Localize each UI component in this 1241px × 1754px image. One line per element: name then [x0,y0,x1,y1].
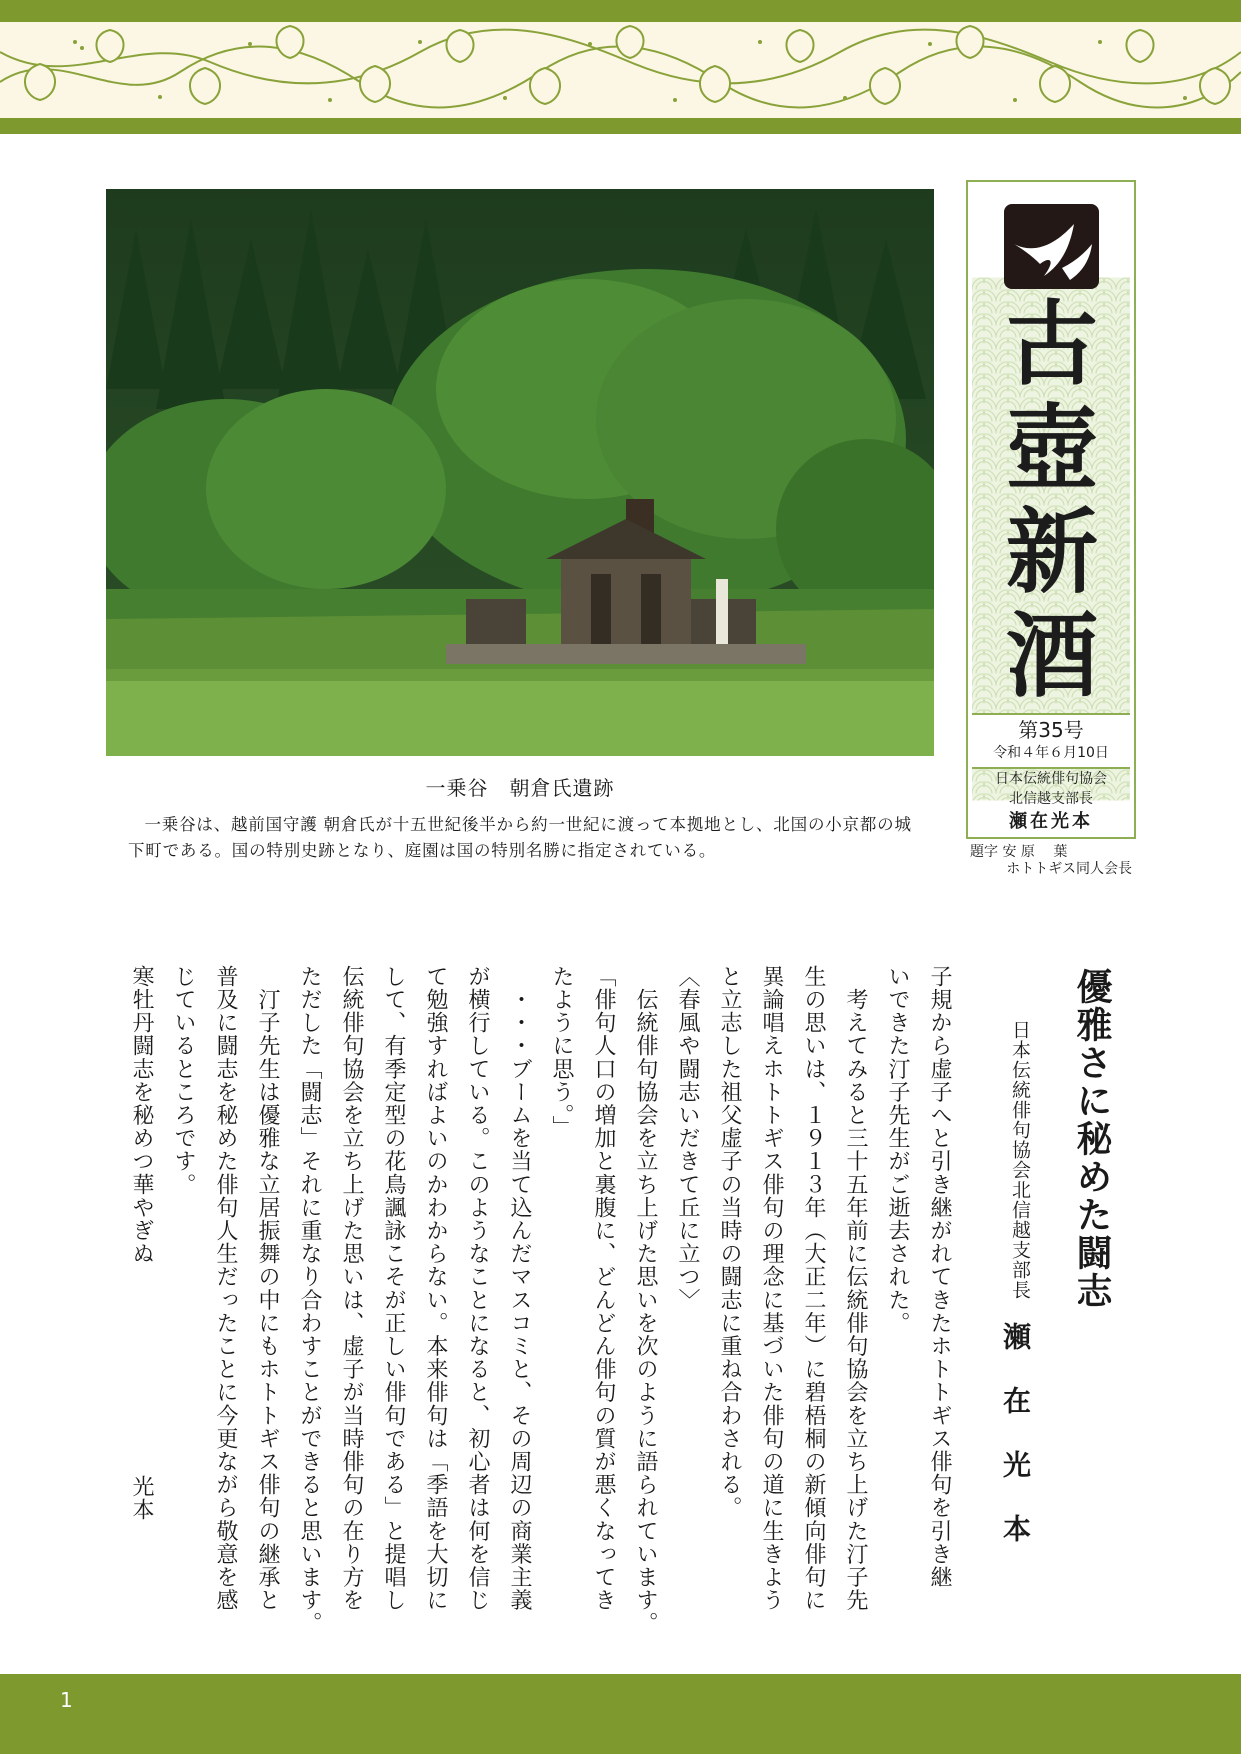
publisher-branch: 北信越支部長 [1009,791,1093,807]
issue-number: 第35号 [1018,718,1084,742]
title-char-2: 壺 [1005,394,1098,502]
author-title: 日本伝統俳句協会北信越支部長 [1009,1020,1031,1300]
vine-pattern-strip [0,22,1241,118]
title-char-4: 酒 [1005,602,1098,710]
article-line: 伝統俳句協会を立ち上げた思いは、虚子が当時俳句の在り方を [339,965,364,1612]
leaf-vine-pattern [0,22,1241,118]
article-line: ・・・ブームを当て込んだマスコミと、その周辺の商業主義 [507,965,532,1612]
photo-description: 一乗谷は、越前国守護 朝倉氏が十五世紀後半から約一世紀に渡って本拠地とし、北国の小京都の城下町である。国の特別史跡となり、庭園は国の特別名勝に指定されている。 [128,815,912,860]
publisher-org: 日本伝統俳句協会 [995,771,1107,787]
article-line: して、有季定型の花鳥諷詠こそが正しい俳句である」と提唱し [381,965,406,1612]
article-title: 優雅さに秘めた闘志 [1071,968,1113,1310]
issue-box [972,713,1130,769]
article-line: ただした「闘志」それに重なり合わすことができると思います。 [297,965,322,1635]
closing-haiku [120,965,162,1615]
article-line: 異論唱えホトトギス俳句の理念に基づいた俳句の道に生きよう [759,965,784,1612]
title-char-3: 新 [1005,498,1098,606]
article-line: 考えてみると三十五年前に伝統俳句協会を立ち上げた汀子先 [843,965,868,1612]
title-char-1: 古 [1005,290,1098,398]
article-line: が横行している。このようなことになると、初心者は何を信じ [465,965,490,1612]
article-line: じているところです。 [171,965,196,1196]
article-line: いできた汀子先生がご逝去された。 [885,965,910,1335]
calligrapher-name: 題字 安 原 葉 [970,844,1068,860]
article-line: 「俳句人口の増加と裏腹に、どんどん俳句の質が悪くなってき [591,965,616,1612]
article-line: 普及に闘志を秘めた俳句人生だったことに今更ながら敬意を感 [213,965,238,1612]
bird-logo-icon [1004,204,1099,289]
article-body [100,965,960,1635]
title-box [966,180,1136,839]
article-line: て勉強すればよいのかわからない。本来俳句は「季語を大切に [423,965,448,1612]
author-name: 瀬在光本 [999,1322,1032,1578]
footer-band [0,1674,1241,1754]
article-line: 汀子先生は優雅な立居振舞の中にもホトトギス俳句の継承と [255,965,280,1612]
article-line: 伝統俳句協会を立ち上げた思いを次のように語られています。 [633,965,658,1635]
article-line: と立志した祖父虚子の当時の闘志に重ね合わされる。 [717,965,742,1520]
publisher-name: 瀬在光本 [1009,811,1093,832]
title-calligrapher-credit [970,844,1136,878]
haiku-text: 寒牡丹闘志を秘めつ華やぎぬ [129,965,154,1266]
article-line: たように思う。」 [549,965,574,1139]
calligrapher-role: ホトトギス同人会長 [1006,861,1132,877]
top-decorative-band [0,0,1241,134]
landscape-photo [106,189,934,756]
article-line: 生の思いは、１９１３年（大正二年）に碧梧桐の新傾向俳句に [801,965,826,1612]
photo-asakura-ruins [106,189,934,756]
page-number: 1 [60,1688,73,1712]
article-line: 〈春風や闘志いだきて丘に立つ〉 [675,965,700,1312]
article-line: 子規から虚子へと引き継がれてきたホトトギス俳句を引き継 [927,965,952,1589]
issue-date: 令和４年６月10日 [993,745,1109,761]
publisher-info [972,769,1130,835]
photo-caption: 一乗谷 朝倉氏遺跡 [425,776,615,800]
haiku-signature: 光本 [129,1475,154,1522]
